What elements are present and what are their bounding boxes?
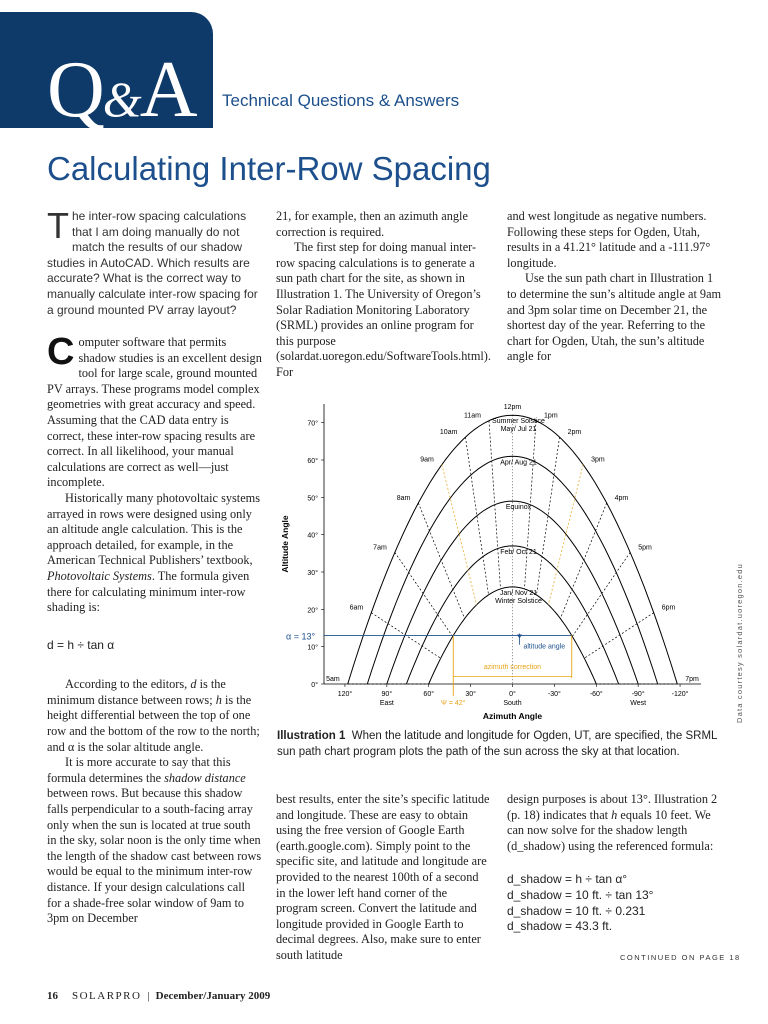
series-sublabel: Winter Solstice <box>495 597 542 605</box>
col3-paragraph-1: and west longitude as negative numbers. Following these steps for Ogden, Utah, results in a 41.21° latitude and a -111.97° longitude. <box>507 209 711 270</box>
hour-label: 6pm <box>661 604 676 612</box>
article-title: Calculating Inter-Row Spacing <box>47 150 491 187</box>
sun-path-chart <box>276 390 716 725</box>
column-3-bottom <box>507 792 722 935</box>
col2-paragraph-2: The first step for doing manual inter-row spacing calculations is to generate a sun path chart for the site, as shown in Illustration 1. The University of Oregon’s Solar Radiation Monitoring Laboratory (SRML) provides an online program for this purpose (solardat.uoregon.edu/SoftwareTools.html). For <box>276 240 491 379</box>
y-tick-label: 40° <box>307 532 318 540</box>
alpha-label: α = 13° <box>286 631 316 642</box>
continued-notice: CONTINUED ON PAGE 18 <box>620 953 741 962</box>
answer-paragraph-4: It is more accurate to say that this formula determines the shadow distance between rows. But because this shadow falls perpendicular to a south-facing array only when the sun is located at true south in the sky, solar noon is the only time when the length of the shadow cast between rows would be equal to the minimum inter-row distance. If your design calculations call for a shade-free solar window of 9am to 3pm on December <box>47 755 262 926</box>
formula-line: d_shadow = 43.3 ft. <box>507 919 613 934</box>
direction-label: East <box>379 700 394 707</box>
x-tick-label: 120° <box>337 691 353 698</box>
series-label: Apr/ Aug 21 <box>500 459 537 467</box>
col2-paragraph-1: 21, for example, then an azimuth angle correction is required. <box>276 209 468 239</box>
hour-label: 10am <box>439 429 458 437</box>
series-label: Summer Solstice <box>492 418 545 426</box>
x-tick-label: -60° <box>589 691 603 698</box>
question-block <box>47 205 262 318</box>
shadow-formulas <box>507 872 722 934</box>
col3-paragraph-2: Use the sun path chart in Illustration 1 to determine the sun’s altitude angle at 9am and 3pm solar time on December 21, the shortest day of the year. Referring to the chart for Ogden, Utah, the sun’s altitude angle for <box>507 271 722 364</box>
qa-logo: Q&A <box>47 46 196 134</box>
qa-header-tab <box>0 12 213 134</box>
caption-label: Illustration 1 <box>277 730 346 742</box>
hour-line <box>572 552 630 636</box>
hour-label: 6am <box>349 604 364 612</box>
x-tick-label: 0° <box>509 691 516 698</box>
hour-label: 9am <box>420 456 434 464</box>
x-tick-label: 60° <box>423 691 435 698</box>
y-tick-label: 0° <box>311 682 318 689</box>
direction-label: South <box>503 700 522 707</box>
hour-label: 7pm <box>685 676 699 683</box>
hour-label: 11am <box>463 412 481 420</box>
section-subtitle: Technical Questions & Answers <box>222 91 460 110</box>
answer-dropcap: C <box>47 331 75 373</box>
azimuth-correction-label: azimuth correction <box>483 664 542 672</box>
col3-bottom-paragraph: design purposes is about 13°. Illustration 2 (p. 18) indicates that h equals 10 feet. We can now solve for the shadow length (d_shadow) using the referenced formula: <box>507 792 718 853</box>
y-tick-label: 50° <box>307 495 318 503</box>
formula-shade: d = h ÷ tan α <box>47 637 115 652</box>
hour-label: 8am <box>396 494 411 502</box>
page-number: 16 <box>47 990 58 1002</box>
caption-text: When the latitude and longitude for Ogden, UT, are specified, the SRML sun path chart program plots the path of the sun across the sky at that location. <box>277 730 717 758</box>
hour-line <box>560 503 606 619</box>
column-2-bottom <box>276 792 491 964</box>
answer-paragraph-2: Historically many photovoltaic systems arrayed in rows were designed using only an altitude angle calculation. This is the approach detailed, for example, in the American Technical Publishers’ textbook, Photovoltaic Systems. The formula given there for calculating minimum inter-row shading is: <box>47 490 261 615</box>
hour-line <box>418 503 464 619</box>
x-axis-title: Azimuth Angle <box>482 711 543 721</box>
hour-label: 2pm <box>567 429 582 437</box>
hour-label: 5am <box>326 676 340 683</box>
formula-line: d_shadow = 10 ft. ÷ 0.231 <box>507 903 646 918</box>
hour-label: 3pm <box>591 456 605 464</box>
formula-line: d_shadow = 10 ft. ÷ tan 13° <box>507 887 654 902</box>
y-tick-label: 10° <box>307 644 318 652</box>
column-2-top <box>276 209 491 381</box>
hour-line <box>489 421 501 589</box>
x-tick-label: 90° <box>381 691 393 698</box>
data-credit: Data courtesy solardat.uoregon.edu <box>735 562 744 723</box>
formula-line: d_shadow = h ÷ tan α° <box>507 872 628 887</box>
hour-label: 1pm <box>544 412 558 420</box>
chart-labels <box>280 404 699 721</box>
page-footer <box>47 990 270 1002</box>
hour-label: 4pm <box>614 494 629 502</box>
question-text: he inter-row spacing calculations that I am doing manually do not match the results of our shadow studies in AutoCAD. Which results are accurate? What is the correct way to manually calculate inter-row spacing for a ground mounted PV array layout? <box>47 209 258 317</box>
y-tick-label: 60° <box>307 458 318 465</box>
issue-date: December/January 2009 <box>155 990 271 1002</box>
hour-line <box>395 552 453 636</box>
y-tick-label: 30° <box>307 570 318 577</box>
y-tick-label: 20° <box>307 607 318 615</box>
x-tick-label: -120° <box>671 691 689 698</box>
x-tick-label: -30° <box>547 691 561 698</box>
column-3-top <box>507 209 722 365</box>
y-tick-label: 70° <box>307 420 318 428</box>
altitude-arrowhead <box>517 634 522 638</box>
hour-line <box>442 465 477 605</box>
col2-bottom-paragraph: best results, enter the site’s specific latitude and longitude. These are easy to obtain using the free version of Google Earth (earth.google.com). Simply point to the specific site, and latitude and longitude are provided to the nearest 100th of a second in the lower left hand corner of the program screen. Convert the latitude and longitude provided in Google Earth to decimal degrees. Also, make sure to enter south latitude <box>276 792 490 962</box>
publication-name: SOLARPRO <box>72 990 142 1002</box>
hour-line <box>584 613 653 659</box>
question-dropcap: T <box>47 205 69 246</box>
hour-label: 12pm <box>503 404 522 412</box>
series-sublabel: May/ Jul 21 <box>500 426 537 434</box>
x-tick-label: 30° <box>465 691 476 698</box>
hour-label: 5pm <box>638 544 652 552</box>
y-axis-title: Altitude Angle <box>280 515 290 573</box>
footer-separator: | <box>147 990 150 1002</box>
direction-label: West <box>630 700 647 707</box>
answer-column-1 <box>47 331 262 927</box>
answer-paragraph-3: According to the editors, d is the minimum distance between rows; h is the height differential between the top of one row and the bottom of the row to the north; and α is the solar altitude angle. <box>47 677 260 754</box>
altitude-angle-label: altitude angle <box>523 643 566 651</box>
figure-caption <box>277 728 722 760</box>
psi-label: Ψ = 42° <box>441 700 466 707</box>
hour-label: 7am <box>373 544 387 552</box>
series-label: Feb/ Oct 21 <box>500 548 537 556</box>
answer-paragraph-1: omputer software that permits shadow studies is an excellent design tool for large scale, ground mounted PV arrays. These programs model complex geometries with great accuracy and speed. Assuming that the CAD data entry is correct, these inter-row spacing results are correct. In all likelihood, your manual calculations are correct as well—just incomplete. <box>47 335 262 490</box>
hour-line <box>548 465 583 605</box>
x-tick-label: -90° <box>631 691 645 698</box>
series-label: Jan/ Nov 21 <box>499 589 538 597</box>
series-label: Equinox <box>505 504 532 512</box>
